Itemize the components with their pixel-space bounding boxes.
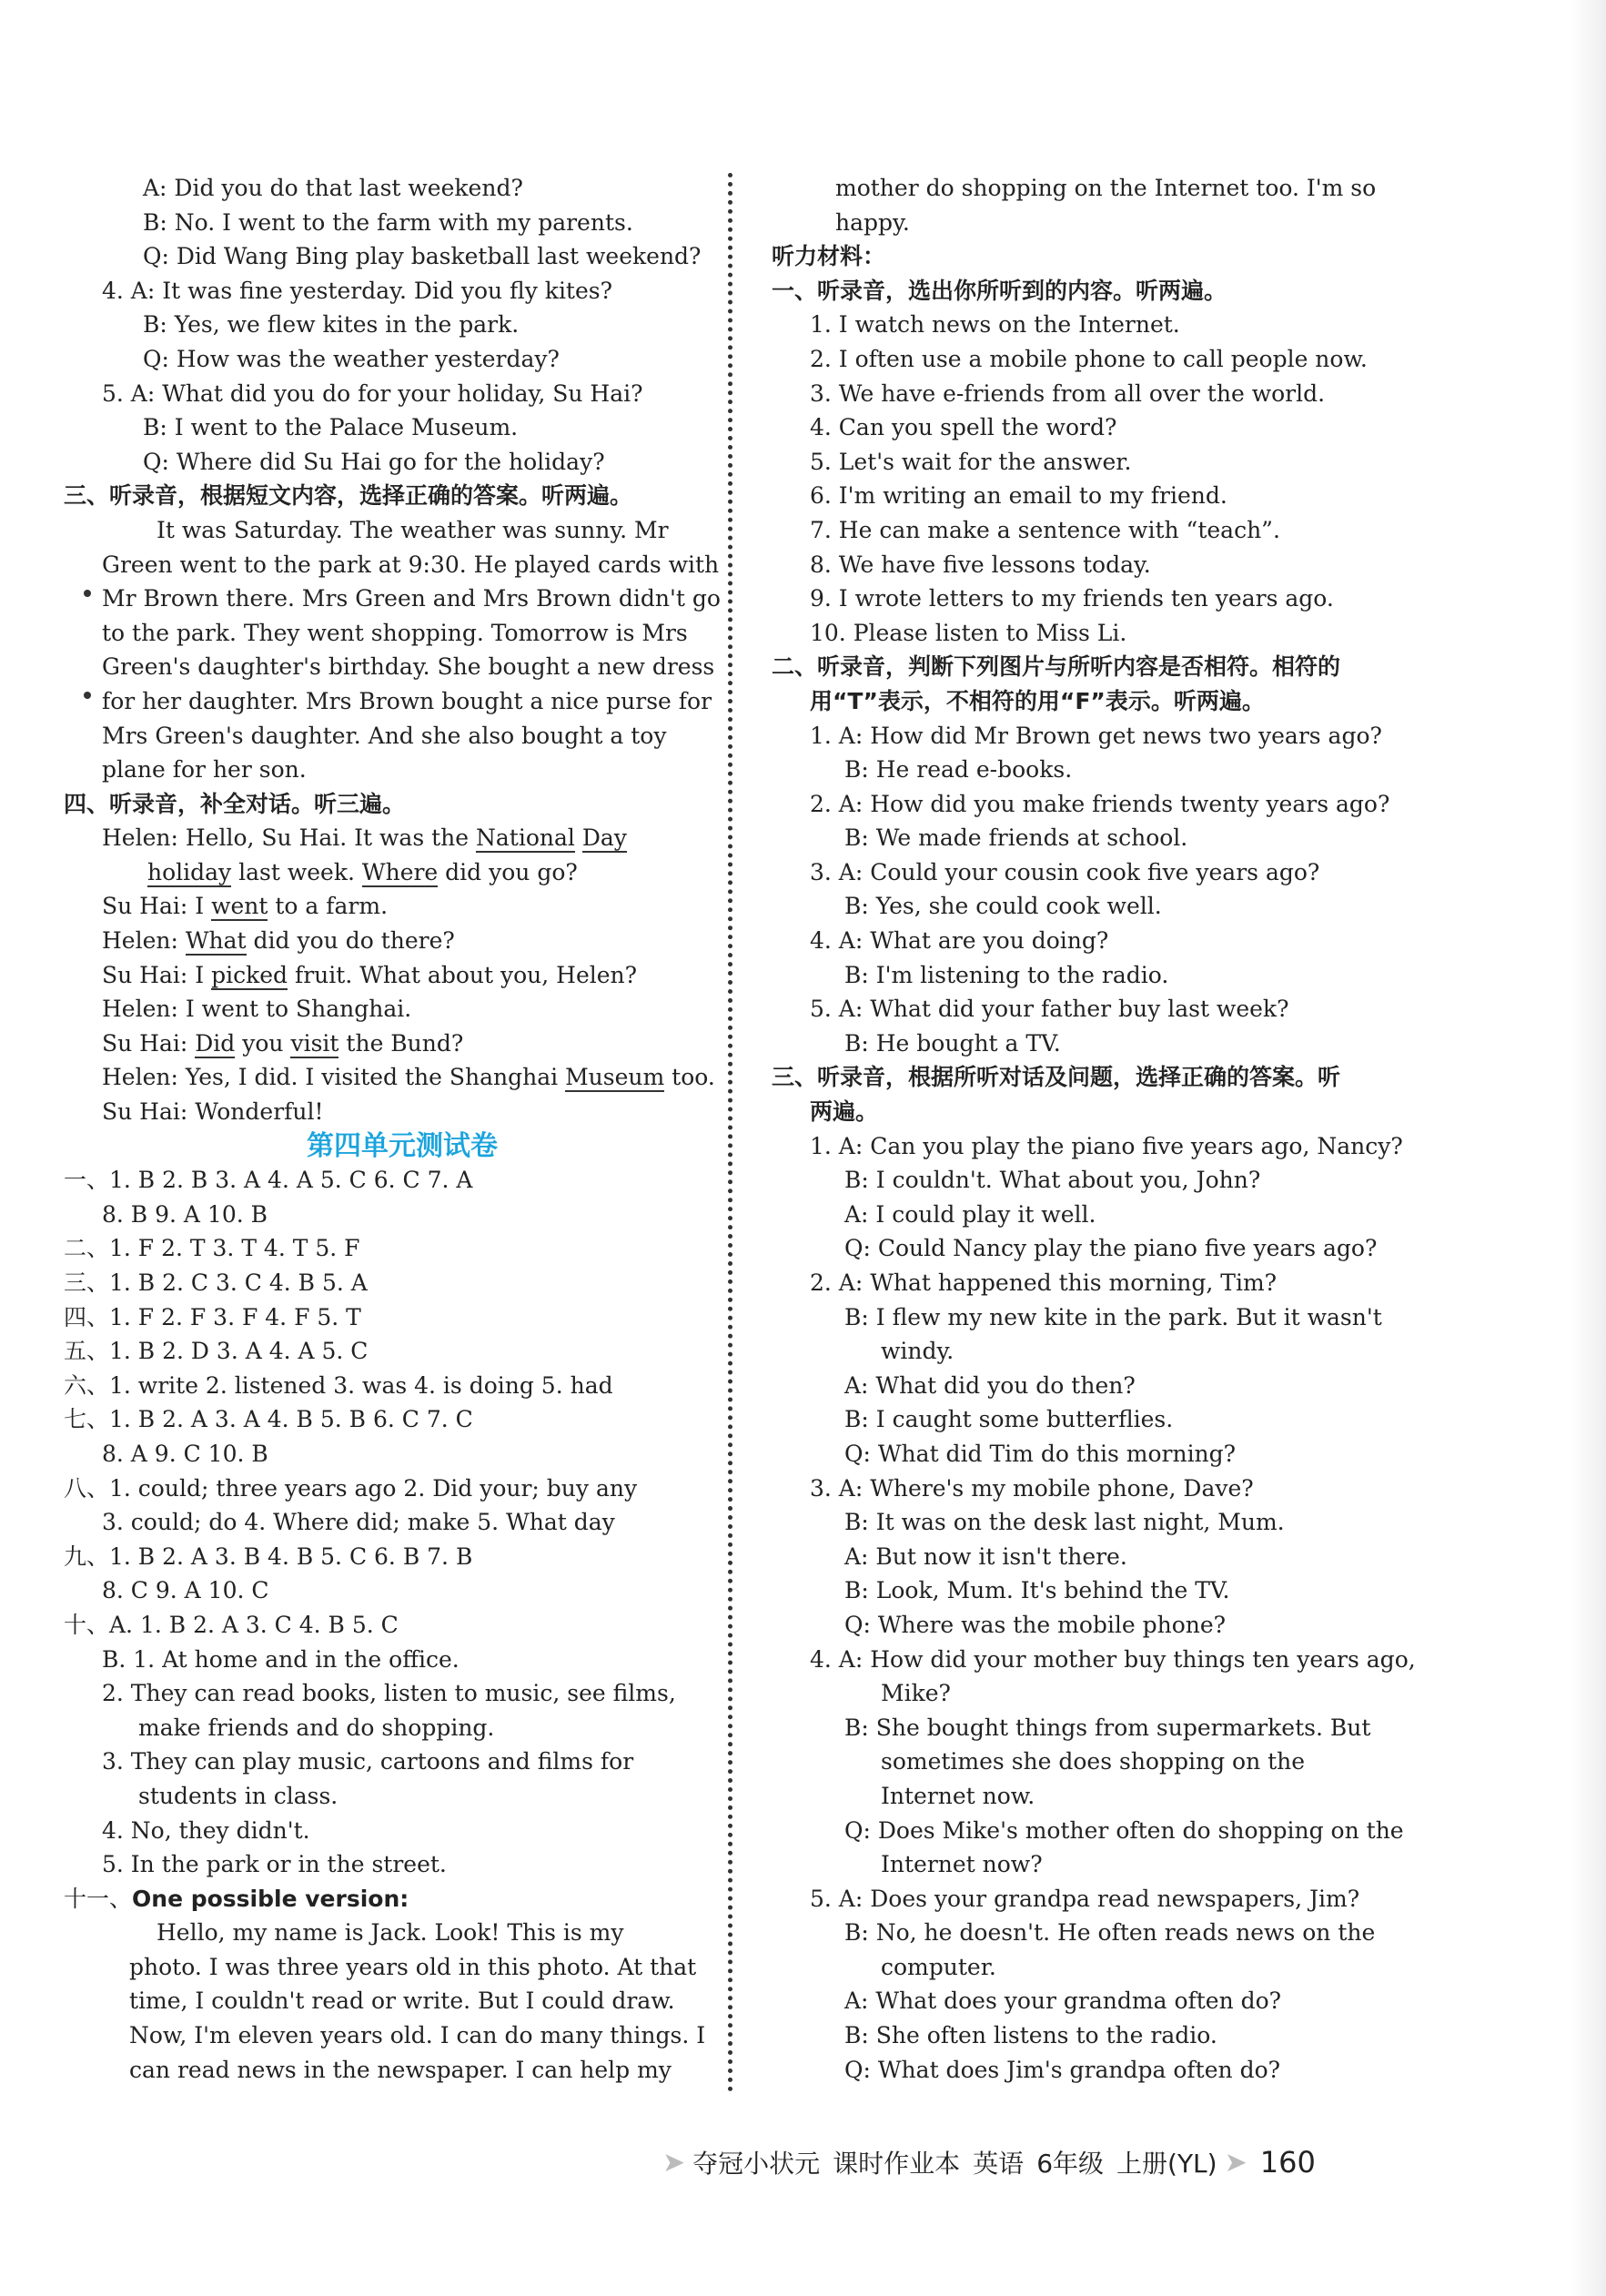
- section-heading-cont: 两遍。: [810, 1098, 879, 1126]
- page-footer: [655, 2144, 1316, 2180]
- list-item: sometimes she does shopping on the: [881, 1748, 1306, 1775]
- section-heading: 四、听录音，补全对话。听三遍。: [64, 790, 406, 817]
- list-item: 4. A: What are you doing?: [810, 927, 1109, 955]
- list-item: 5. Let's wait for the answer.: [810, 448, 1132, 475]
- list-item: Q: Where was the mobile phone?: [844, 1611, 1227, 1638]
- text-line: Q: Did Wang Bing play basketball last weekend?: [143, 243, 702, 270]
- dialogue-line: [102, 889, 702, 924]
- passage-line: to the park. They went shopping. Tomorrow is Mrs: [102, 619, 688, 646]
- list-item: B: I caught some butterflies.: [844, 1406, 1174, 1433]
- list-item: B: Yes, she could cook well.: [844, 893, 1162, 920]
- dialogue-line: [102, 1060, 715, 1095]
- dialogue-line: [102, 958, 702, 993]
- dialogue-text: last week.: [231, 858, 362, 885]
- dialogue-text: fruit. What about you, Helen?: [288, 961, 638, 988]
- answer-line: 四、1. F 2. F 3. F 4. F 5. T: [64, 1303, 361, 1330]
- filled-blank: holiday: [147, 858, 232, 885]
- list-item: B: We made friends at school.: [844, 824, 1188, 852]
- answer-line: 三、1. B 2. C 3. C 4. B 5. A: [64, 1269, 368, 1296]
- answer-line: 3. could; do 4. Where did; make 5. What day: [102, 1509, 615, 1536]
- answer-line: 8. A 9. C 10. B: [102, 1440, 268, 1467]
- list-item: 1. A: How did Mr Brown get news two years ago?: [810, 722, 1382, 749]
- list-item: Internet now?: [881, 1851, 1043, 1878]
- section-11-label: One possible version:: [132, 1885, 409, 1912]
- filled-blank: went: [211, 893, 268, 920]
- list-item: 2. A: What happened this morning, Tim?: [810, 1269, 1278, 1296]
- list-item: B: I'm listening to the radio.: [844, 961, 1169, 988]
- list-item: B: No, he doesn't. He often reads news on the: [844, 1919, 1376, 1947]
- list-item: Q: Does Mike's mother often do shopping on the: [844, 1816, 1404, 1844]
- left-column: [64, 171, 721, 2087]
- list-item: A: What did you do then?: [844, 1371, 1136, 1399]
- text-line: 5. A: What did you do for your holiday, Su Hai?: [102, 379, 643, 407]
- answer-line: 七、1. B 2. A 3. A 4. B 5. B 6. C 7. C: [64, 1406, 473, 1433]
- passage-line: for her daughter. Mrs Brown bought a nice purse for: [102, 687, 712, 714]
- list-item: 3. A: Where's my mobile phone, Dave?: [810, 1474, 1254, 1502]
- right-column: [772, 171, 1416, 2087]
- answer-line: 六、1. write 2. listened 3. was 4. is doing 5. had: [64, 1371, 613, 1399]
- list-item: B: Look, Mum. It's behind the TV.: [844, 1577, 1230, 1604]
- text-line: Q: How was the weather yesterday?: [143, 345, 560, 372]
- answer-line: 8. B 9. A 10. B: [102, 1200, 268, 1228]
- answer-line: 二、1. F 2. T 3. T 4. T 5. F: [64, 1235, 360, 1262]
- list-item: B: She often listens to the radio.: [844, 2022, 1217, 2049]
- dialogue-text: Su Hai:: [102, 1029, 196, 1057]
- answer-line: 十、A. 1. B 2. A 3. C 4. B 5. C: [64, 1611, 399, 1638]
- list-item: B: It was on the desk last night, Mum.: [844, 1509, 1285, 1536]
- answer-line: 5. In the park or in the street.: [102, 1851, 447, 1878]
- list-item: Mike?: [881, 1680, 951, 1707]
- list-item: 3. We have e-friends from all over the world.: [810, 379, 1326, 407]
- footer-brand: 夺冠小状元: [692, 2149, 821, 2179]
- dialogue-text: to a farm.: [268, 893, 389, 920]
- list-item: 1. I watch news on the Internet.: [810, 311, 1180, 339]
- essay-line: photo. I was three years old in this photo. At that: [129, 1953, 697, 1980]
- footer-subject: 英语: [973, 2149, 1025, 2179]
- passage-line: plane for her son.: [102, 756, 307, 784]
- list-item: B: He bought a TV.: [844, 1029, 1061, 1057]
- list-item: 2. I often use a mobile phone to call people now.: [810, 345, 1368, 372]
- column-divider: [728, 173, 732, 2093]
- passage-line: It was Saturday. The weather was sunny. Mr: [157, 516, 669, 543]
- text-line: A: Did you do that last weekend?: [143, 175, 523, 201]
- list-item: Q: What did Tim do this morning?: [844, 1440, 1237, 1467]
- list-item: 1. A: Can you play the piano five years ago, Nancy?: [810, 1132, 1403, 1159]
- dialogue-text: did you go?: [438, 858, 578, 885]
- list-item: 4. A: How did your mother buy things ten years ago,: [810, 1645, 1416, 1673]
- list-item: B: I flew my new kite in the park. But it wasn't: [844, 1303, 1382, 1330]
- arrow-right-icon: ➤: [662, 2146, 686, 2179]
- dialogue-line: [102, 821, 702, 855]
- listening-heading: 听力材料：: [772, 243, 886, 270]
- list-item: A: I could play it well.: [844, 1200, 1096, 1228]
- essay-line: can read news in the newspaper. I can help my: [129, 2056, 672, 2083]
- list-item: 5. A: What did your father buy last week?: [810, 996, 1289, 1023]
- page-edge-shadow: [1570, 0, 1606, 2296]
- section-heading: 二、听录音，判断下列图片与所听内容是否相符。相符的: [772, 653, 1341, 681]
- dialogue-line: Helen: I went to Shanghai.: [102, 996, 412, 1023]
- footer-book: 课时作业本: [833, 2149, 961, 2179]
- dialogue-line: [102, 855, 702, 890]
- list-item: 8. We have five lessons today.: [810, 551, 1151, 578]
- footer-grade: 6年级: [1036, 2149, 1105, 2179]
- list-item: 10. Please listen to Miss Li.: [810, 619, 1127, 646]
- unit-test-title: 第四单元测试卷: [307, 1129, 498, 1162]
- dialogue-text: you: [235, 1029, 291, 1057]
- answer-line: B. 1. At home and in the office.: [102, 1645, 460, 1673]
- dialogue-line: [102, 924, 702, 958]
- list-item: 5. A: Does your grandpa read newspapers, Jim?: [810, 1885, 1360, 1912]
- passage-line: Mrs Green's daughter. And she also bought a toy: [102, 722, 667, 749]
- list-item: B: I couldn't. What about you, John?: [844, 1167, 1261, 1194]
- filled-blank: Museum: [565, 1064, 665, 1091]
- filled-blank: visit: [290, 1029, 339, 1057]
- answer-line: students in class.: [138, 1782, 338, 1809]
- essay-line: Hello, my name is Jack. Look! This is my: [157, 1919, 624, 1947]
- answer-line: 2. They can read books, listen to music, see films,: [102, 1680, 676, 1707]
- arrow-right-icon: ➤: [1224, 2146, 1247, 2179]
- dialogue-line: Su Hai: Wonderful!: [102, 1098, 324, 1126]
- section-heading: 三、听录音，根据所听对话及问题，选择正确的答案。听: [772, 1064, 1341, 1091]
- list-item: 7. He can make a sentence with “teach”.: [810, 516, 1280, 543]
- passage-line: Mr Brown there. Mrs Green and Mrs Brown didn't go: [102, 585, 721, 612]
- filled-blank: Day: [581, 824, 627, 852]
- filled-blank: picked: [211, 961, 288, 988]
- margin-bullet: [84, 590, 91, 597]
- essay-line: time, I couldn't read or write. But I could draw.: [129, 1988, 675, 2015]
- essay-line: mother do shopping on the Internet too. I'm so: [835, 175, 1377, 201]
- list-item: B: She bought things from supermarkets. But: [844, 1714, 1371, 1741]
- answer-line: make friends and do shopping.: [138, 1714, 495, 1741]
- list-item: A: But now it isn't there.: [844, 1542, 1127, 1570]
- answer-line: 8. C 9. A 10. C: [102, 1577, 269, 1604]
- dialogue-text: the Bund?: [338, 1029, 464, 1057]
- essay-line: Now, I'm eleven years old. I can do many things. I: [129, 2022, 706, 2049]
- answer-line: 一、1. B 2. B 3. A 4. A 5. C 6. C 7. A: [64, 1167, 473, 1194]
- section-heading-cont: 用“T”表示，不相符的用“F”表示。听两遍。: [810, 687, 1265, 714]
- filled-blank: Where: [361, 858, 439, 885]
- passage-line: Green's daughter's birthday. She bought a new dress: [102, 653, 715, 681]
- filled-blank: Did: [195, 1029, 236, 1057]
- list-item: 3. A: Could your cousin cook five years ago?: [810, 858, 1320, 885]
- dialogue-text: Helen: Yes, I did. I visited the Shanghai: [102, 1064, 566, 1091]
- list-item: B: He read e-books.: [844, 756, 1073, 784]
- text-line: B: I went to the Palace Museum.: [143, 414, 519, 441]
- passage-line: Green went to the park at 9:30. He played cards with: [102, 551, 720, 578]
- text-line: B: Yes, we flew kites in the park.: [143, 311, 520, 339]
- dialogue-text: Su Hai: I: [102, 961, 212, 988]
- answer-line: 五、1. B 2. D 3. A 4. A 5. C: [64, 1338, 369, 1365]
- answer-line: 4. No, they didn't.: [102, 1816, 310, 1844]
- list-item: 2. A: How did you make friends twenty years ago?: [810, 790, 1390, 817]
- list-item: 4. Can you spell the word?: [810, 414, 1117, 441]
- dialogue-line: [102, 1027, 702, 1061]
- dialogue-text: Su Hai: I: [102, 893, 212, 920]
- list-item: Q: What does Jim's grandpa often do?: [844, 2056, 1281, 2083]
- answer-line: 3. They can play music, cartoons and films for: [102, 1748, 634, 1775]
- answer-line: 九、1. B 2. A 3. B 4. B 5. C 6. B 7. B: [64, 1542, 473, 1570]
- section-heading: 一、听录音，选出你所听到的内容。听两遍。: [772, 277, 1227, 304]
- section-heading: 三、听录音，根据短文内容，选择正确的答案。听两遍。: [64, 482, 633, 510]
- section-11-prefix: 十一、: [64, 1885, 133, 1912]
- dialogue-text: did you do there?: [246, 927, 455, 955]
- list-item: 9. I wrote letters to my friends ten years ago.: [810, 585, 1334, 612]
- text-line: B: No. I went to the farm with my parents.: [143, 208, 633, 236]
- footer-volume: 上册(YL): [1116, 2149, 1217, 2179]
- dialogue-text: Helen:: [102, 927, 186, 955]
- list-item: Internet now.: [881, 1782, 1035, 1809]
- margin-bullet: [84, 692, 91, 699]
- filled-blank: What: [185, 927, 247, 955]
- list-item: 6. I'm writing an email to my friend.: [810, 482, 1227, 510]
- dialogue-text: Helen: Hello, Su Hai. It was the: [102, 824, 476, 852]
- filled-blank: National: [476, 824, 575, 852]
- essay-line: happy.: [835, 208, 910, 236]
- text-line: Q: Where did Su Hai go for the holiday?: [143, 448, 605, 475]
- list-item: computer.: [881, 1953, 996, 1980]
- answer-line: 八、1. could; three years ago 2. Did your; buy any: [64, 1474, 638, 1502]
- list-item: Q: Could Nancy play the piano five years ago?: [844, 1235, 1378, 1262]
- dialogue-text: too.: [664, 1064, 715, 1091]
- text-line: 4. A: It was fine yesterday. Did you fly kites?: [102, 277, 613, 304]
- section-11-heading: [64, 1882, 702, 1917]
- page-number: 160: [1259, 2145, 1316, 2180]
- list-item: A: What does your grandma often do?: [844, 1988, 1282, 2015]
- list-item: windy.: [881, 1338, 955, 1365]
